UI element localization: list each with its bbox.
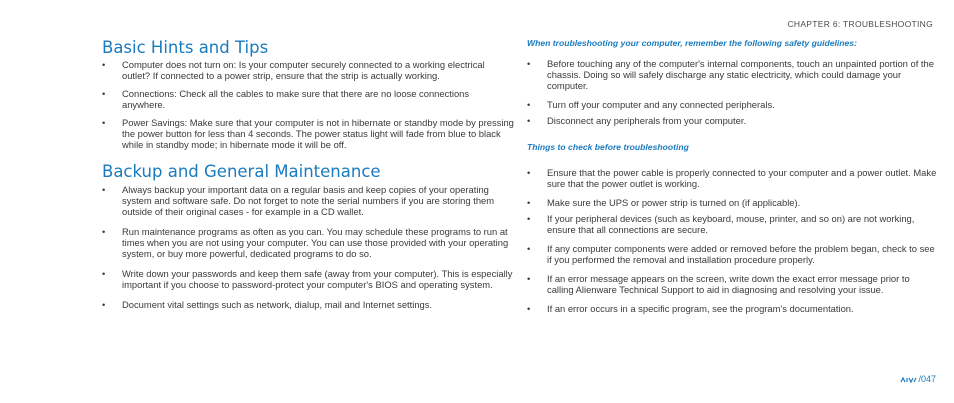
list-item: • If an error message appears on the screen, write down the exact error message prior to calling Alienware Technical Support to aid in diagnosing and resolving your issue.: [527, 273, 910, 295]
things-to-check-heading: Things to check before troubleshooting: [527, 142, 689, 152]
list-item: • Write down your passwords and keep them safe (away from your computer). This is especially important if you choose to password-protect your computer's BIOS and operating system.: [102, 268, 513, 290]
list-item: • If your peripheral devices (such as keyboard, mouse, printer, and so on) are not working, ensure that all connections are secure.: [527, 213, 915, 235]
backup-maintenance-list: [102, 184, 514, 310]
list-item: • Turn off your computer and any connected peripherals.: [527, 99, 775, 110]
list-item: • Power Savings: Make sure that your computer is not in hibernate or standby mode by pressing the power button for less than 4 seconds. The power status light will fade from blue to black while in standby mode; in hibernate mode it will be off.: [102, 117, 514, 150]
list-item: • Document vital settings such as network, dialup, mail and Internet settings.: [102, 299, 433, 310]
list-item: • Make sure the UPS or power strip is turned on (if applicable).: [527, 197, 801, 208]
list-item: • Computer does not turn on: Is your computer securely connected to a working electrical outlet? If connected to a power strip, ensure that the strip is actually working.: [102, 59, 485, 81]
list-item: • Always backup your important data on a regular basis and keep copies of your operating system and software safe. Do not forget to note the serial numbers if you are storing them outside of their original cases - for example in a CD wallet.: [102, 184, 495, 217]
backup-maintenance-title: Backup and General Maintenance: [102, 162, 381, 181]
list-item: • Ensure that the power cable is properly connected to your computer and a power outlet. Make sure that the power outlet is working.: [527, 167, 937, 189]
list-item: • If any computer components were added or removed before the problem began, check to see if you performed the removal and installation procedure properly.: [527, 243, 935, 265]
safety-guidelines-list: [527, 58, 937, 126]
page-number: [900, 374, 936, 384]
left-column: [102, 38, 514, 319]
list-item: • Disconnect any peripherals from your computer.: [527, 115, 747, 126]
safety-guidelines-heading: When troubleshooting your computer, remember the following safety guidelines:: [527, 38, 857, 48]
chapter-header: CHAPTER 6: TROUBLESHOOTING: [787, 19, 933, 29]
alienware-logo-icon: [900, 376, 917, 384]
list-item: • If an error occurs in a specific program, see the program's documentation.: [527, 303, 854, 314]
right-column: [527, 38, 937, 319]
list-item: • Connections: Check all the cables to make sure that there are no loose connections anywhere.: [102, 88, 470, 110]
page-number-text: /047: [918, 374, 936, 384]
list-item: • Run maintenance programs as often as you can. You may schedule these programs to run at times when you are not using your computer. You can use those provided with your operating system, or buy more powerful, dedicated programs to do so.: [102, 226, 509, 259]
things-to-check-list: [527, 167, 937, 314]
basic-hints-title: Basic Hints and Tips: [102, 38, 269, 57]
list-item: • Before touching any of the computer's internal components, touch an unpainted portion of the chassis. Doing so will safely discharge any static electricity, which could damage your computer.: [527, 58, 934, 91]
basic-hints-list: [102, 59, 514, 150]
